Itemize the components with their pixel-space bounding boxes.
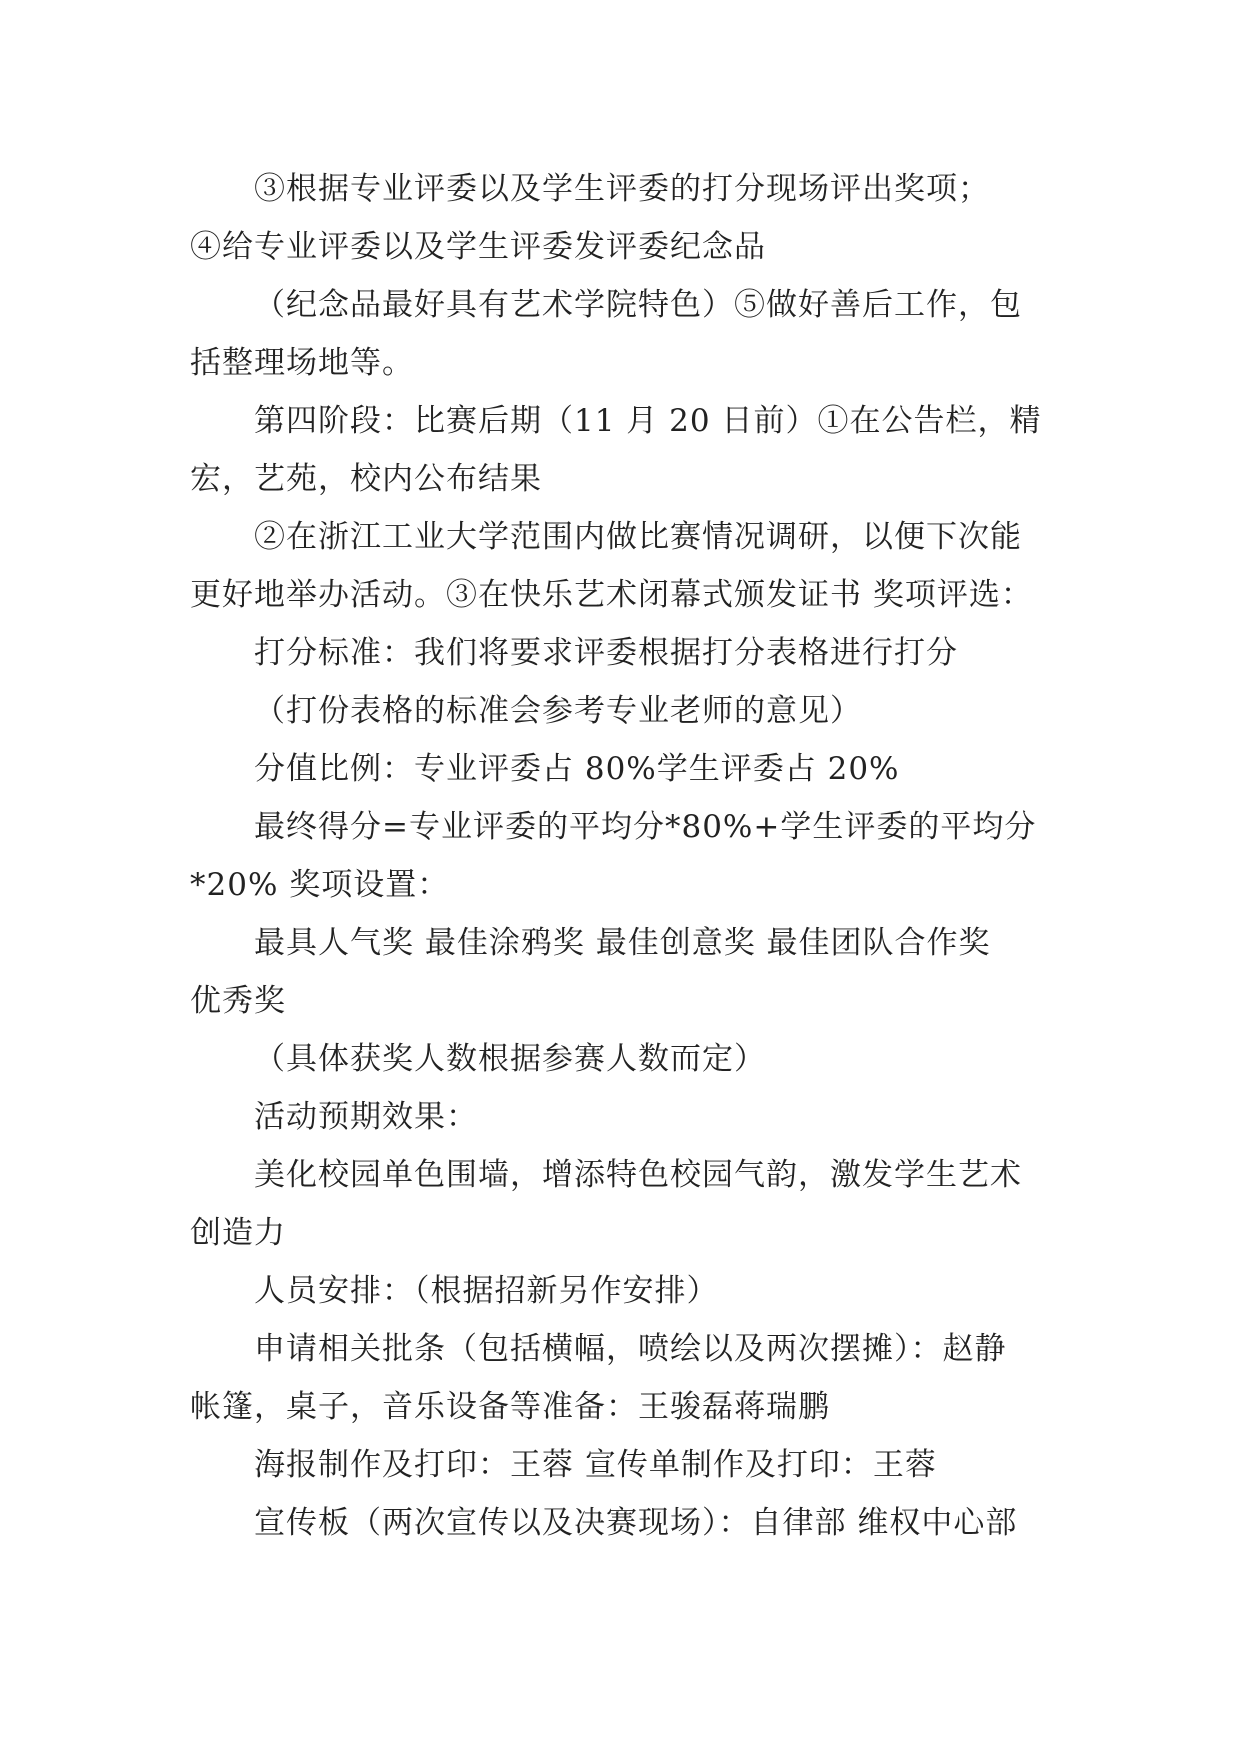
text-line: ③根据专业评委以及学生评委的打分现场评出奖项；	[254, 171, 990, 207]
text-line: 创造力	[190, 1215, 286, 1251]
text-line: 打分标准：我们将要求评委根据打分表格进行打分	[254, 635, 958, 671]
text-line: 更好地举办活动。③在快乐艺术闭幕式颁发证书 奖项评选：	[190, 577, 1033, 613]
text-line: 优秀奖	[190, 983, 286, 1019]
text-line: 海报制作及打印：王蓉 宣传单制作及打印：王蓉	[254, 1447, 937, 1483]
text-line: ④给专业评委以及学生评委发评委纪念品	[190, 229, 766, 265]
document-body	[190, 160, 1050, 1552]
text-line: *20% 奖项设置：	[190, 867, 450, 903]
text-line: 人员安排：（根据招新另作安排）	[254, 1273, 719, 1309]
text-line: 最具人气奖 最佳涂鸦奖 最佳创意奖 最佳团队合作奖	[254, 925, 991, 961]
text-line: 宏，艺苑，校内公布结果	[190, 461, 542, 497]
text-line: 活动预期效果：	[254, 1099, 478, 1135]
text-line: 申请相关批条（包括横幅，喷绘以及两次摆摊）：赵静	[254, 1331, 1007, 1367]
text-line: ②在浙江工业大学范围内做比赛情况调研，以便下次能	[254, 519, 1022, 555]
text-line: 宣传板（两次宣传以及决赛现场）：自律部 维权中心部	[254, 1505, 1018, 1541]
text-line: （纪念品最好具有艺术学院特色）⑤做好善后工作，包	[254, 287, 1022, 323]
text-line: 帐篷，桌子，音乐设备等准备：王骏磊蒋瑞鹏	[190, 1389, 830, 1425]
text-line: 分值比例：专业评委占 80%学生评委占 20%	[254, 751, 900, 787]
text-line: （打份表格的标准会参考专业老师的意见）	[254, 693, 862, 729]
text-line: （具体获奖人数根据参赛人数而定）	[254, 1041, 766, 1077]
text-line: 第四阶段：比赛后期（11 月 20 日前）①在公告栏，精	[254, 403, 1042, 439]
text-line: 美化校园单色围墙，增添特色校园气韵，激发学生艺术	[254, 1157, 1022, 1193]
text-line: 括整理场地等。	[190, 345, 414, 381]
text-line: 最终得分=专业评委的平均分*80%+学生评委的平均分	[254, 809, 1037, 845]
